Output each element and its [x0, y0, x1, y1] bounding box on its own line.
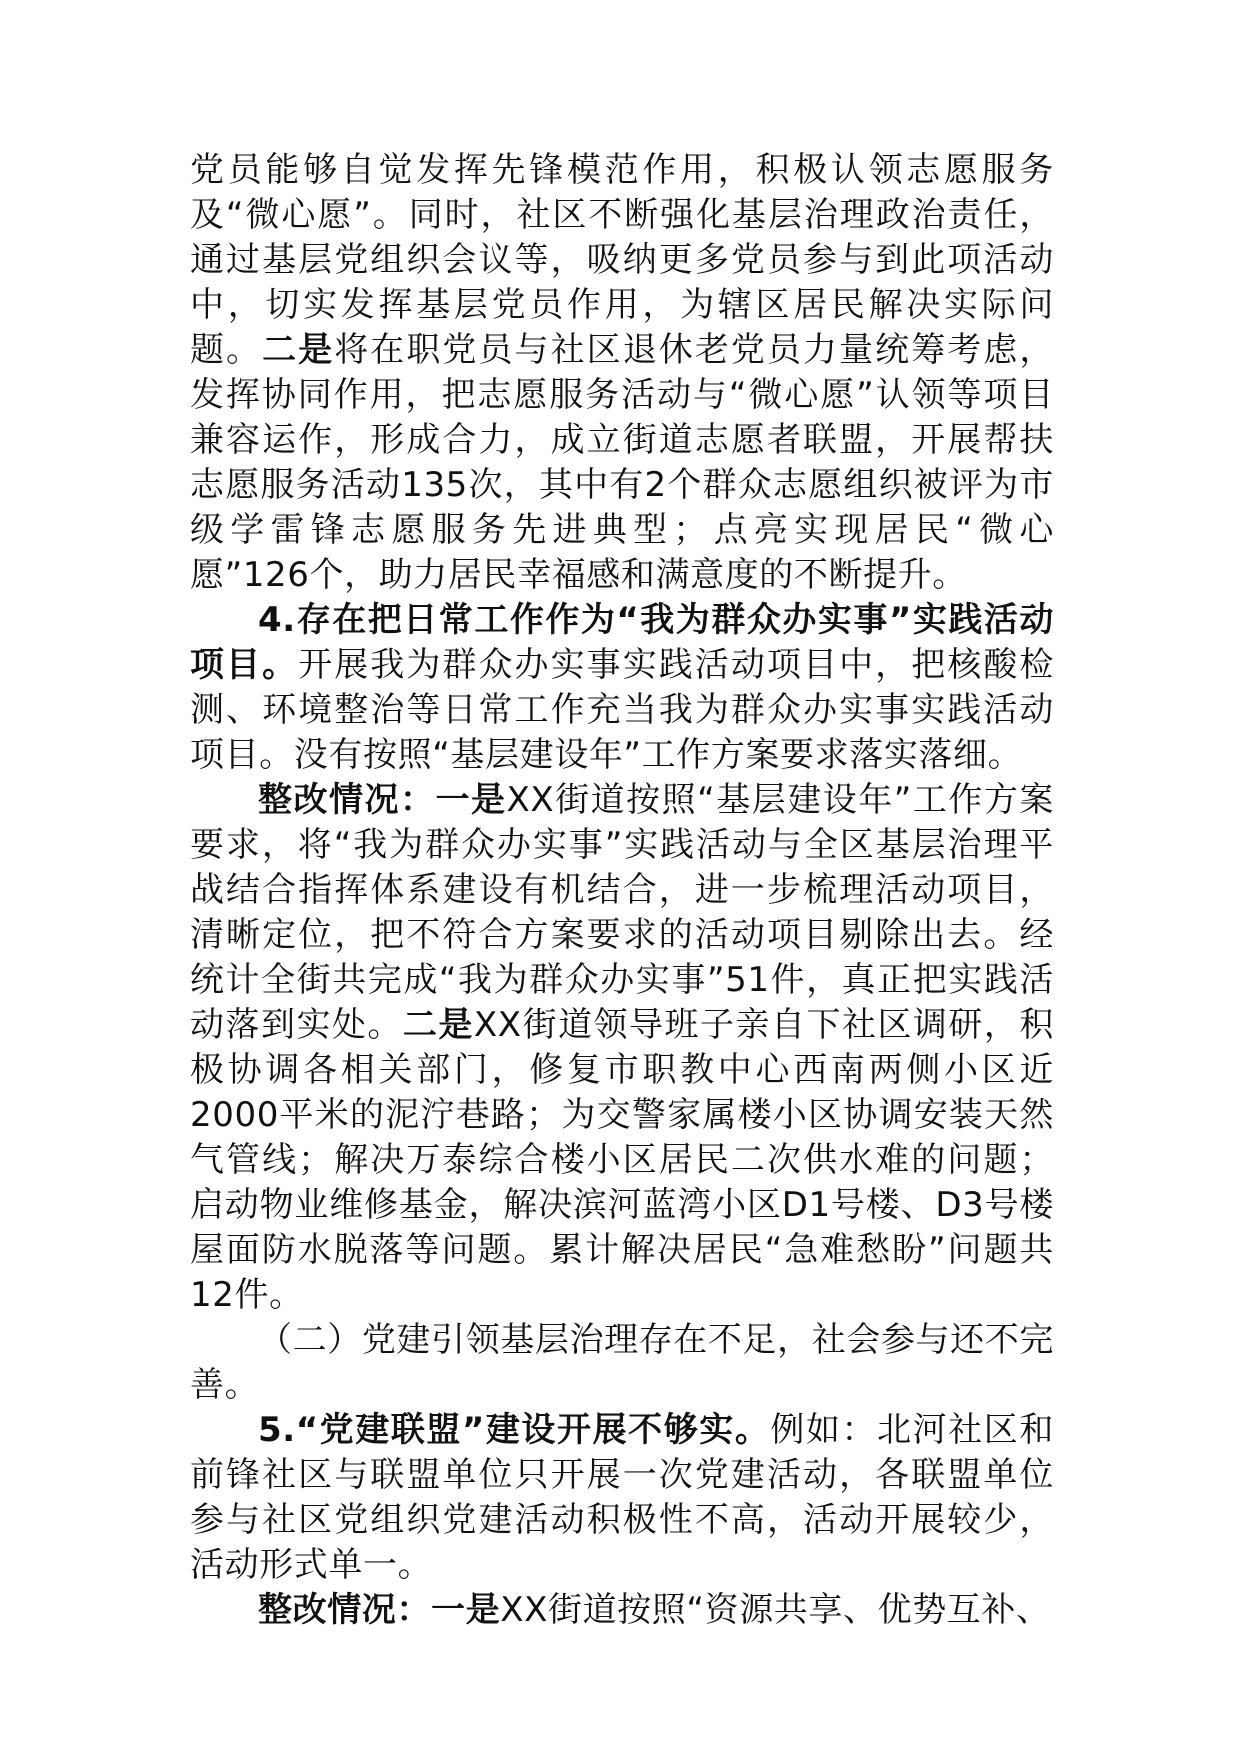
document-body [190, 148, 1054, 1633]
bold-text-run: 5.“党建联盟”建设开展不够实。 [258, 1410, 771, 1450]
paragraph [190, 598, 1054, 778]
bold-text-run: 整改情况：一是 [258, 780, 507, 820]
paragraph [190, 778, 1054, 1318]
bold-text-run: 整改情况：一是 [258, 1590, 501, 1630]
paragraph [190, 1588, 1054, 1633]
bold-text-run: 二是 [262, 330, 335, 370]
paragraph [190, 148, 1054, 598]
text-run: XX街道领导班子亲自下社区调研，积极协调各相关部门，修复市职教中心西南两侧小区近2000平米的泥泞巷路；为交警家属楼小区协调安装天然气管线；解决万泰综合楼小区居民二次供水难的问题；启动物业维修基金，解决滨河蓝湾小区D1号楼、D3号楼屋面防水脱落等问题。累计解决居民“急难愁盼”问题共12件。 [190, 1005, 1054, 1315]
bold-text-run: 二是 [402, 1005, 474, 1045]
text-run: （二）党建引领基层治理存在不足，社会参与还不完善。 [190, 1320, 1054, 1405]
text-run: XX街道按照“基层建设年”工作方案要求，将“我为群众办实事”实践活动与全区基层治理平战结合指挥体系建设有机结合，进一步梳理活动项目，清晰定位，把不符合方案要求的活动项目剔除出去。经统计全街共完成“我为群众办实事”51件，真正把实践活动落到实处。 [190, 780, 1054, 1045]
bold-text-run: 4.存在把日常工作作为“我为群众办实事”实践活动项目。 [190, 600, 1054, 685]
section-heading [190, 1318, 1054, 1408]
text-run: XX街道按照“资源共享、优势互补、 [500, 1590, 1051, 1630]
text-run: 例如：北河社区和前锋社区与联盟单位只开展一次党建活动，各联盟单位参与社区党组织党建活动积极性不高，活动开展较少，活动形式单一。 [190, 1410, 1054, 1585]
paragraph [190, 1408, 1054, 1588]
text-run: 党员能够自觉发挥先锋模范作用，积极认领志愿服务及“微心愿”。同时，社区不断强化基层治理政治责任，通过基层党组织会议等，吸纳更多党员参与到此项活动中，切实发挥基层党员作用，为辖区居民解决实际问题。 [190, 150, 1054, 370]
text-run: 开展我为群众办实事实践活动项目中，把核酸检测、环境整治等日常工作充当我为群众办实事实践活动项目。没有按照“基层建设年”工作方案要求落实落细。 [190, 645, 1054, 775]
text-run: 将在职党员与社区退休老党员力量统筹考虑，发挥协同作用，把志愿服务活动与“微心愿”认领等项目兼容运作，形成合力，成立街道志愿者联盟，开展帮扶志愿服务活动135次，其中有2个群众志愿组织被评为市级学雷锋志愿服务先进典型；点亮实现居民“微心愿”126个，助力居民幸福感和满意度的不断提升。 [190, 330, 1054, 595]
